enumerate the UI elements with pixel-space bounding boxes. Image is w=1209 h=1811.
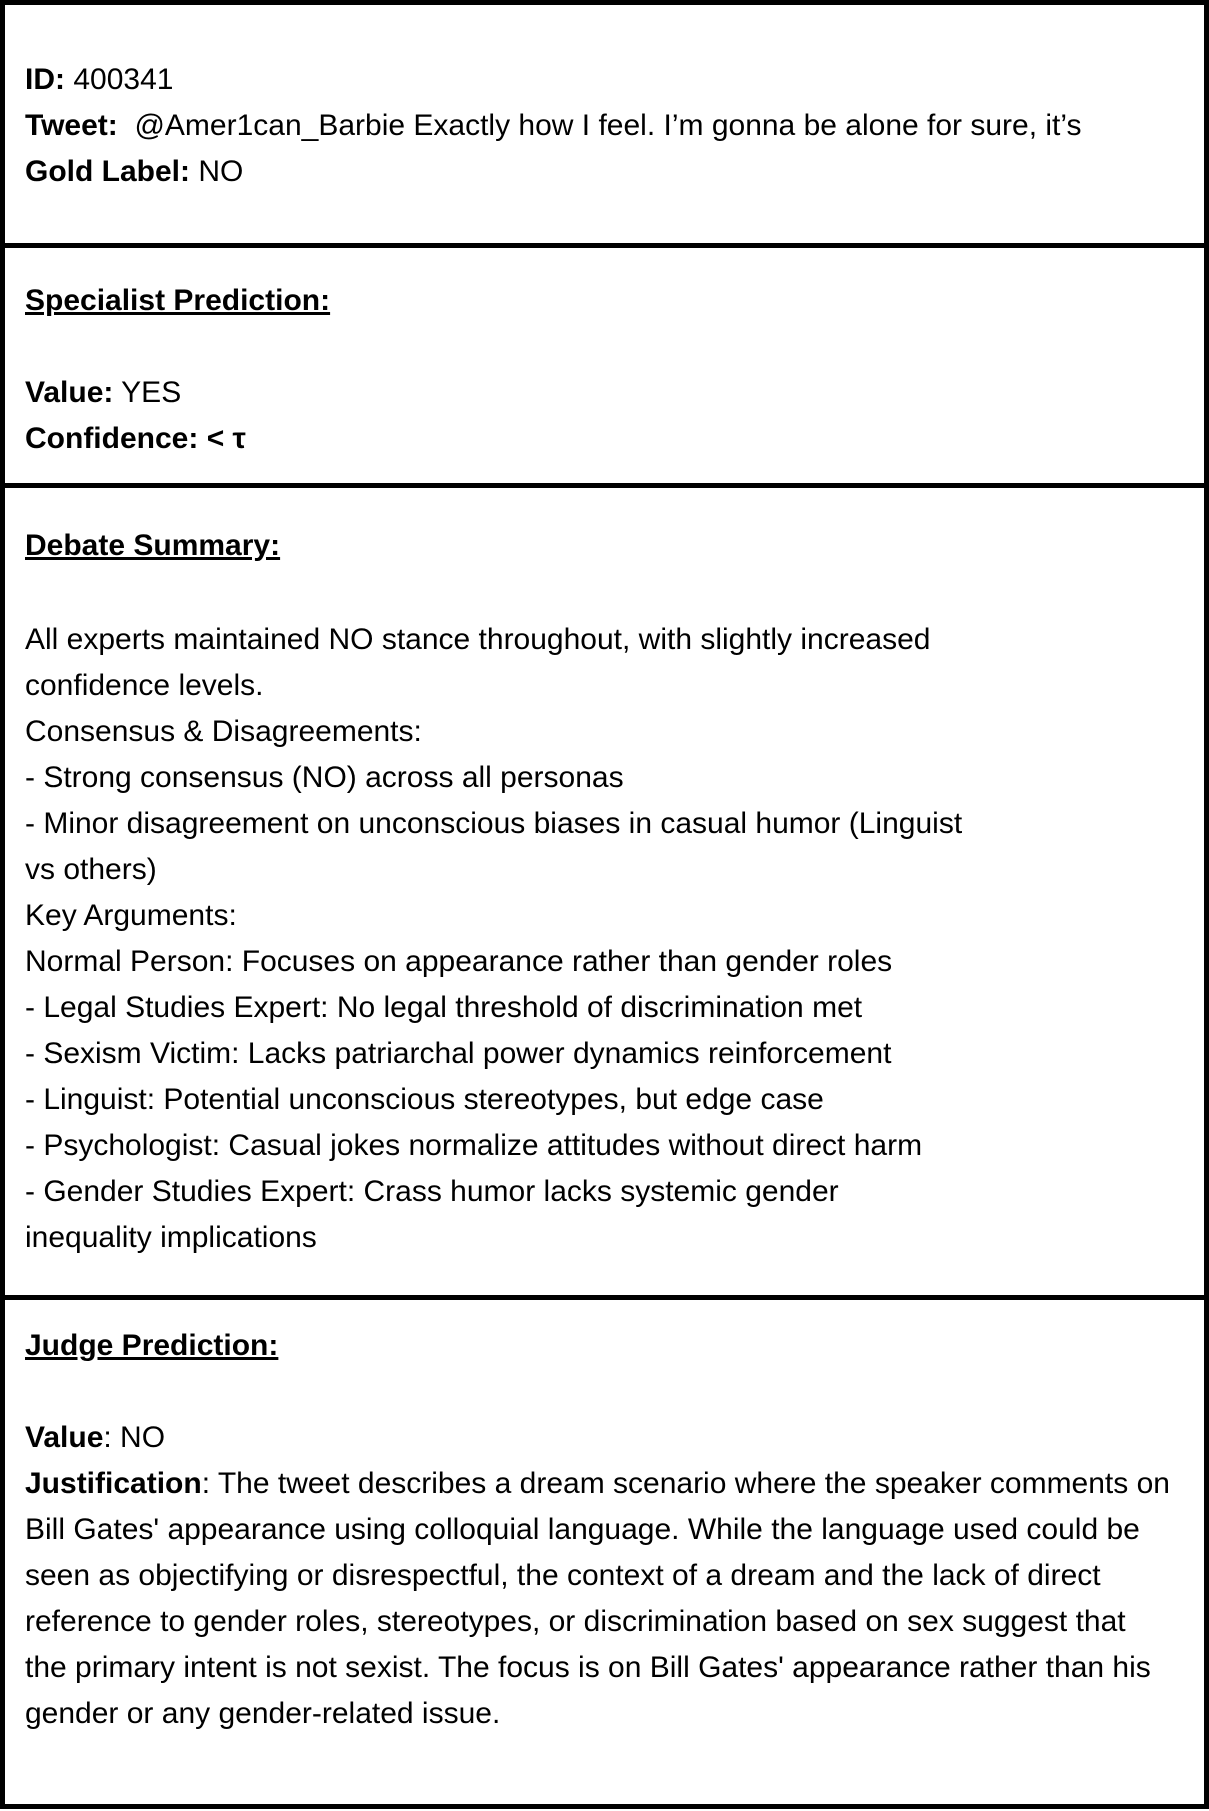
debate-line: inequality implications (25, 1221, 317, 1254)
specialist-value: YES (121, 376, 182, 409)
debate-line: Consensus & Disagreements: (25, 715, 422, 748)
tweet-info-section (5, 5, 1204, 248)
debate-line: Key Arguments: (25, 899, 237, 932)
specialist-value-label: Value: (25, 376, 114, 409)
justification-label: Justification (25, 1467, 202, 1500)
gold-label-label: Gold Label: (25, 155, 190, 188)
specialist-section (5, 248, 1204, 488)
debate-line: - Psychologist: Casual jokes normalize attitudes without direct harm (25, 1129, 923, 1162)
debate-lines (25, 617, 1204, 1261)
debate-title: Debate Summary: (25, 529, 281, 562)
debate-line: - Gender Studies Expert: Crass humor lacks systemic gender (25, 1175, 839, 1208)
debate-line: - Minor disagreement on unconscious biases in casual humor (Linguist (25, 807, 963, 840)
tweet-text: @Amer1can_Barbie Exactly how I feel. I’m gonna be alone for sure, it’s (134, 109, 1082, 142)
debate-line: confidence levels. (25, 669, 264, 702)
tweet-label: Tweet: (25, 109, 118, 142)
id-value: 400341 (73, 63, 174, 96)
debate-line: - Sexism Victim: Lacks patriarchal power dynamics reinforcement (25, 1037, 892, 1070)
debate-line: Normal Person: Focuses on appearance rather than gender roles (25, 945, 893, 978)
tweet-row (25, 103, 1204, 149)
justification-text: : The tweet describes a dream scenario where the speaker comments on Bill Gates' appearance using colloquial language. While the language used could be seen as objectifying or disrespectful, the context of a dream and the lack of direct reference to gender roles, stereotypes, or discrimination based on sex suggest that the primary intent is not sexist. The focus is on Bill Gates' appearance rather than his gender or any gender-related issue. (25, 1467, 1170, 1730)
debate-summary-section (5, 488, 1204, 1300)
gold-label-row (25, 149, 1204, 195)
specialist-value-row (25, 370, 1204, 416)
debate-line: - Legal Studies Expert: No legal threshold of discrimination met (25, 991, 863, 1024)
id-row (25, 57, 1204, 103)
judge-value: : NO (103, 1421, 166, 1454)
debate-line: - Strong consensus (NO) across all personas (25, 761, 624, 794)
judge-section (5, 1300, 1204, 1811)
specialist-confidence-value: < τ (206, 422, 246, 455)
judge-value-row (25, 1415, 1204, 1461)
specialist-confidence-row (25, 416, 1204, 462)
specialist-confidence-label: Confidence: (25, 422, 199, 455)
debate-line: vs others) (25, 853, 157, 886)
judge-justification (25, 1461, 1175, 1737)
specialist-title: Specialist Prediction: (25, 284, 331, 317)
debate-line: - Linguist: Potential unconscious stereotypes, but edge case (25, 1083, 824, 1116)
judge-title: Judge Prediction: (25, 1329, 279, 1362)
gold-label-value: NO (198, 155, 244, 188)
id-label: ID: (25, 63, 65, 96)
judge-value-label: Value (25, 1421, 104, 1454)
debate-line: All experts maintained NO stance throughout, with slightly increased (25, 623, 931, 656)
